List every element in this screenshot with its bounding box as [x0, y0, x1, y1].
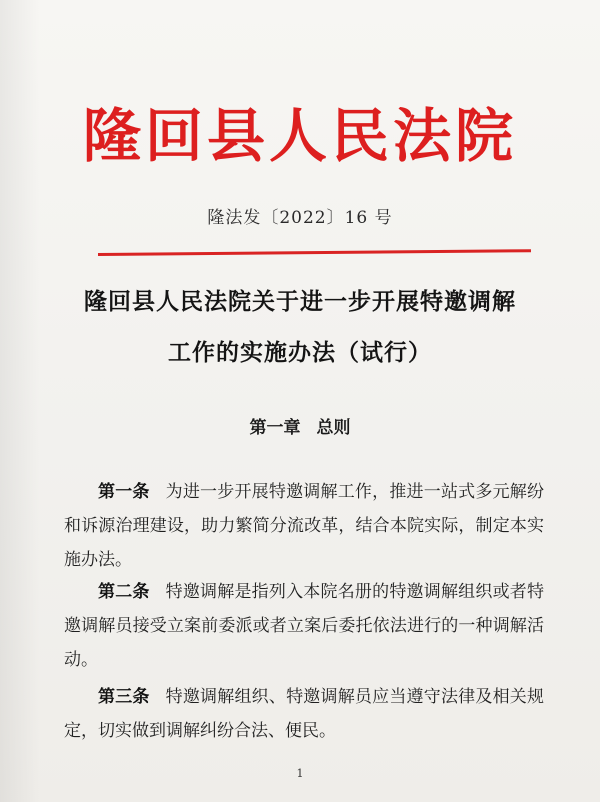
article-2	[64, 575, 544, 677]
document-number: 隆法发〔2022〕16 号	[207, 208, 393, 228]
article-1-label: 第一条	[98, 482, 150, 502]
page-number: 1	[296, 767, 304, 780]
red-separator-line	[98, 249, 531, 256]
article-3	[64, 680, 544, 748]
chapter-heading: 第一章 总则	[249, 418, 351, 438]
document-title-line-2: 工作的实施办法（试行）	[168, 340, 432, 366]
article-1-text: 为进一步开展特邀调解工作，推进一站式多元解纷和诉源治理建设，助力繁简分流改革，结合本院实际，制定本实施办法。	[64, 482, 544, 570]
issuing-organization-title: 隆回县人民法院	[82, 102, 517, 170]
article-2-text: 特邀调解是指列入本院名册的特邀调解组织或者特邀调解员接受立案前委派或者立案后委托依法进行的一种调解活动。	[64, 582, 544, 670]
article-3-text: 特邀调解组织、特邀调解员应当遵守法律及相关规定，切实做到调解纠纷合法、便民。	[64, 687, 544, 741]
article-1	[64, 475, 544, 577]
article-2-label: 第二条	[98, 582, 150, 602]
article-3-label: 第三条	[98, 687, 150, 707]
document-title-line-1: 隆回县人民法院关于进一步开展特邀调解	[84, 289, 516, 315]
